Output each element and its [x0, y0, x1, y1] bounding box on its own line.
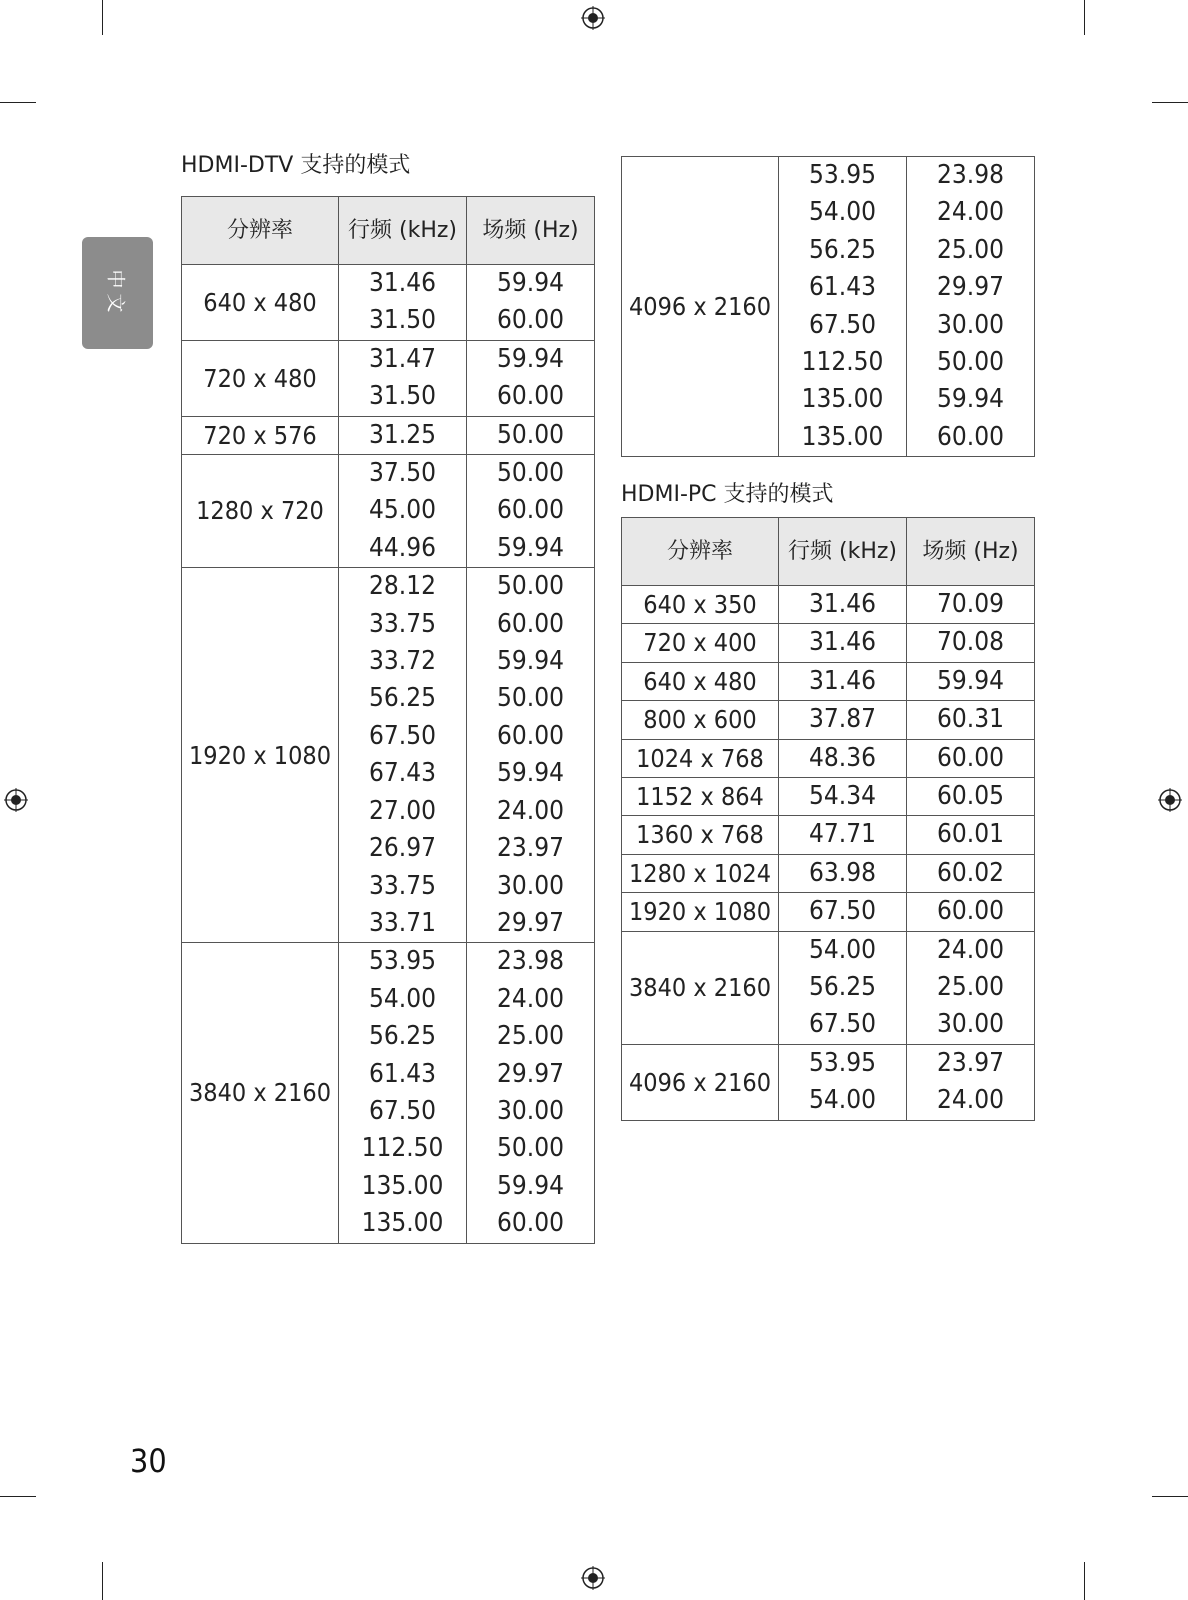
v-freq-value: 30.00 — [497, 1095, 564, 1126]
v-freq-value: 60.05 — [937, 781, 1004, 812]
v-freq-value: 30.00 — [497, 870, 564, 901]
v-freq-value: 60.00 — [497, 1208, 564, 1239]
v-freq-cell — [907, 624, 1035, 662]
resolution-cell: 720 x 480 — [182, 340, 339, 416]
table-row — [622, 1044, 1035, 1120]
table-row — [622, 778, 1035, 816]
resolution-cell: 640 x 480 — [182, 265, 339, 341]
h-freq-cell — [779, 816, 907, 854]
h-freq-value: 61.43 — [809, 272, 876, 303]
h-freq-cell — [339, 340, 467, 416]
table-row — [182, 943, 595, 1243]
v-freq-value: 60.00 — [937, 742, 1004, 773]
h-freq-value: 27.00 — [369, 795, 436, 826]
language-tab-label: 中文 — [104, 268, 127, 318]
table-row — [622, 157, 1035, 457]
v-freq-value: 60.00 — [497, 381, 564, 412]
h-freq-header-unit: (kHz) — [399, 218, 457, 243]
v-freq-value: 50.00 — [497, 1133, 564, 1164]
v-freq-value: 29.97 — [497, 1058, 564, 1089]
h-freq-value: 44.96 — [369, 532, 436, 563]
h-freq-value: 37.87 — [809, 704, 876, 735]
h-freq-value: 56.25 — [369, 683, 436, 714]
table-row — [622, 701, 1035, 739]
h-freq-value: 28.12 — [369, 571, 436, 602]
h-freq-value: 67.50 — [369, 720, 436, 751]
h-freq-cell — [779, 854, 907, 892]
v-freq-value: 30.00 — [937, 1009, 1004, 1040]
v-freq-value: 25.00 — [937, 234, 1004, 265]
v-freq-value: 60.01 — [937, 819, 1004, 850]
h-freq-value: 37.50 — [369, 458, 436, 489]
h-freq-value: 45.00 — [369, 495, 436, 526]
language-tab — [82, 237, 153, 349]
v-freq-cell — [907, 816, 1035, 854]
v-freq-header — [907, 518, 1035, 586]
h-freq-value: 56.25 — [369, 1021, 436, 1052]
crop-mark — [1152, 102, 1188, 103]
v-freq-value: 59.94 — [497, 1170, 564, 1201]
h-freq-value: 31.46 — [809, 665, 876, 696]
table-row — [182, 568, 595, 943]
v-freq-value: 60.00 — [497, 720, 564, 751]
dtv-section-title: HDMI-DTV 支持的模式 — [181, 153, 411, 178]
h-freq-value: 54.00 — [809, 197, 876, 228]
v-freq-header — [467, 197, 595, 265]
v-freq-cell — [907, 586, 1035, 624]
v-freq-cell — [467, 568, 595, 943]
h-freq-value: 67.50 — [369, 1095, 436, 1126]
page-number: 30 — [130, 1442, 167, 1480]
table-row — [182, 416, 595, 454]
table-row — [622, 893, 1035, 931]
v-freq-header-label: 场频 — [482, 218, 527, 243]
crop-mark — [1152, 1496, 1188, 1497]
h-freq-cell — [779, 662, 907, 700]
v-freq-value: 24.00 — [497, 983, 564, 1014]
pc-modes-table — [621, 517, 1035, 1121]
h-freq-value: 31.47 — [369, 343, 436, 374]
resolution-cell: 4096 x 2160 — [622, 157, 779, 457]
v-freq-value: 50.00 — [497, 419, 564, 450]
v-freq-cell — [907, 931, 1035, 1044]
h-freq-cell — [339, 568, 467, 943]
v-freq-value: 59.94 — [937, 384, 1004, 415]
table-row — [622, 624, 1035, 662]
table-row — [182, 340, 595, 416]
v-freq-value: 24.00 — [497, 795, 564, 826]
h-freq-value: 31.25 — [369, 419, 436, 450]
crop-mark — [0, 1496, 36, 1497]
v-freq-value: 70.09 — [937, 589, 1004, 619]
h-freq-value: 31.50 — [369, 305, 436, 336]
v-freq-value: 59.94 — [497, 758, 564, 789]
v-freq-cell — [907, 157, 1035, 457]
v-freq-cell — [907, 739, 1035, 777]
h-freq-header-label: 行频 — [787, 539, 832, 564]
h-freq-cell — [339, 455, 467, 568]
h-freq-value: 67.43 — [369, 758, 436, 789]
resolution-cell: 720 x 400 — [622, 624, 779, 662]
table-header-row — [622, 518, 1035, 586]
v-freq-value: 24.00 — [937, 197, 1004, 228]
h-freq-value: 33.75 — [369, 870, 436, 901]
v-freq-value: 50.00 — [937, 347, 1004, 378]
h-freq-value: 33.72 — [369, 646, 436, 677]
h-freq-value: 47.71 — [809, 819, 876, 850]
registration-mark-icon — [581, 6, 605, 30]
h-freq-cell — [339, 416, 467, 454]
v-freq-cell — [907, 778, 1035, 816]
v-freq-value: 50.00 — [497, 683, 564, 714]
resolution-cell: 640 x 480 — [622, 662, 779, 700]
registration-mark-icon — [4, 788, 28, 812]
v-freq-value: 23.98 — [497, 946, 564, 977]
h-freq-value: 54.00 — [369, 983, 436, 1014]
resolution-cell: 640 x 350 — [622, 586, 779, 624]
h-freq-value: 26.97 — [369, 833, 436, 864]
v-freq-value: 23.97 — [937, 1047, 1004, 1078]
h-freq-header-unit: (kHz) — [839, 539, 897, 564]
h-freq-value: 135.00 — [361, 1208, 444, 1239]
v-freq-cell — [467, 455, 595, 568]
h-freq-cell — [779, 931, 907, 1044]
resolution-cell: 1280 x 720 — [182, 455, 339, 568]
v-freq-value: 23.98 — [937, 160, 1004, 190]
h-freq-header — [779, 518, 907, 586]
resolution-cell: 3840 x 2160 — [182, 943, 339, 1243]
crop-mark — [102, 1562, 103, 1600]
v-freq-value: 60.00 — [497, 608, 564, 639]
h-freq-value: 31.50 — [369, 381, 436, 412]
h-freq-value: 135.00 — [801, 384, 884, 415]
resolution-cell: 1280 x 1024 — [622, 854, 779, 892]
h-freq-cell — [779, 157, 907, 457]
resolution-cell: 800 x 600 — [622, 701, 779, 739]
crop-mark — [1084, 0, 1085, 35]
table-row — [622, 854, 1035, 892]
v-freq-value: 30.00 — [937, 309, 1004, 340]
h-freq-value: 67.50 — [809, 309, 876, 340]
h-freq-value: 67.50 — [809, 896, 876, 927]
v-freq-value: 60.02 — [937, 857, 1004, 888]
h-freq-value: 63.98 — [809, 857, 876, 888]
h-freq-cell — [779, 739, 907, 777]
h-freq-value: 112.50 — [801, 347, 884, 378]
v-freq-header-unit: (Hz) — [973, 539, 1019, 564]
v-freq-cell — [467, 416, 595, 454]
v-freq-value: 60.00 — [937, 896, 1004, 927]
h-freq-value: 135.00 — [801, 421, 884, 452]
v-freq-value: 50.00 — [497, 571, 564, 602]
h-freq-value: 33.71 — [369, 907, 436, 938]
h-freq-value: 53.95 — [809, 160, 876, 190]
table-row — [622, 931, 1035, 1044]
h-freq-cell — [779, 778, 907, 816]
v-freq-cell — [467, 340, 595, 416]
h-freq-cell — [339, 943, 467, 1243]
h-freq-value: 67.50 — [809, 1009, 876, 1040]
dtv-modes-table — [181, 196, 595, 1244]
table-row — [622, 739, 1035, 777]
resolution-header: 分辨率 — [622, 518, 779, 586]
h-freq-value: 31.46 — [369, 268, 436, 298]
v-freq-value: 25.00 — [497, 1021, 564, 1052]
resolution-cell: 1360 x 768 — [622, 816, 779, 854]
h-freq-value: 53.95 — [369, 946, 436, 977]
v-freq-value: 29.97 — [937, 272, 1004, 303]
h-freq-cell — [779, 893, 907, 931]
h-freq-cell — [339, 265, 467, 341]
table-row — [622, 816, 1035, 854]
v-freq-value: 60.00 — [937, 421, 1004, 452]
v-freq-value: 59.94 — [497, 646, 564, 677]
v-freq-value: 24.00 — [937, 934, 1004, 965]
dtv-modes-table-continued — [621, 156, 1035, 457]
table-header-row — [182, 197, 595, 265]
h-freq-value: 33.75 — [369, 608, 436, 639]
h-freq-value: 48.36 — [809, 742, 876, 773]
h-freq-value: 53.95 — [809, 1047, 876, 1078]
v-freq-value: 60.31 — [937, 704, 1004, 735]
registration-mark-icon — [581, 1566, 605, 1590]
v-freq-value: 59.94 — [937, 665, 1004, 696]
v-freq-value: 60.00 — [497, 495, 564, 526]
v-freq-value: 59.94 — [497, 532, 564, 563]
v-freq-cell — [907, 893, 1035, 931]
v-freq-value: 50.00 — [497, 458, 564, 489]
v-freq-cell — [467, 943, 595, 1243]
resolution-cell: 1152 x 864 — [622, 778, 779, 816]
crop-mark — [1084, 1562, 1085, 1600]
v-freq-cell — [907, 662, 1035, 700]
h-freq-value: 54.00 — [809, 934, 876, 965]
h-freq-value: 54.34 — [809, 781, 876, 812]
table-row — [182, 265, 595, 341]
v-freq-cell — [907, 854, 1035, 892]
v-freq-value: 59.94 — [497, 268, 564, 298]
v-freq-cell — [907, 701, 1035, 739]
v-freq-header-unit: (Hz) — [533, 218, 579, 243]
resolution-cell: 3840 x 2160 — [622, 931, 779, 1044]
resolution-cell: 720 x 576 — [182, 416, 339, 454]
h-freq-cell — [779, 586, 907, 624]
h-freq-value: 112.50 — [361, 1133, 444, 1164]
table-row — [622, 662, 1035, 700]
table-row — [182, 455, 595, 568]
h-freq-value: 56.25 — [809, 972, 876, 1003]
v-freq-value: 59.94 — [497, 343, 564, 374]
resolution-cell: 1920 x 1080 — [182, 568, 339, 943]
registration-mark-icon — [1158, 788, 1182, 812]
resolution-cell: 1024 x 768 — [622, 739, 779, 777]
resolution-header: 分辨率 — [182, 197, 339, 265]
v-freq-cell — [467, 265, 595, 341]
h-freq-value: 135.00 — [361, 1170, 444, 1201]
table-row — [622, 586, 1035, 624]
h-freq-cell — [779, 1044, 907, 1120]
h-freq-header — [339, 197, 467, 265]
h-freq-cell — [779, 701, 907, 739]
v-freq-value: 24.00 — [937, 1085, 1004, 1116]
pc-section-title: HDMI-PC 支持的模式 — [621, 482, 834, 507]
h-freq-header-label: 行频 — [347, 218, 392, 243]
v-freq-value: 25.00 — [937, 972, 1004, 1003]
v-freq-value: 70.08 — [937, 627, 1004, 658]
h-freq-value: 31.46 — [809, 589, 876, 619]
v-freq-value: 23.97 — [497, 833, 564, 864]
v-freq-value: 29.97 — [497, 907, 564, 938]
v-freq-header-label: 场频 — [922, 539, 967, 564]
h-freq-value: 31.46 — [809, 627, 876, 658]
resolution-cell: 1920 x 1080 — [622, 893, 779, 931]
h-freq-cell — [779, 624, 907, 662]
h-freq-value: 56.25 — [809, 234, 876, 265]
h-freq-value: 54.00 — [809, 1085, 876, 1116]
v-freq-value: 60.00 — [497, 305, 564, 336]
v-freq-cell — [907, 1044, 1035, 1120]
resolution-cell: 4096 x 2160 — [622, 1044, 779, 1120]
crop-mark — [0, 102, 36, 103]
crop-mark — [102, 0, 103, 35]
h-freq-value: 61.43 — [369, 1058, 436, 1089]
